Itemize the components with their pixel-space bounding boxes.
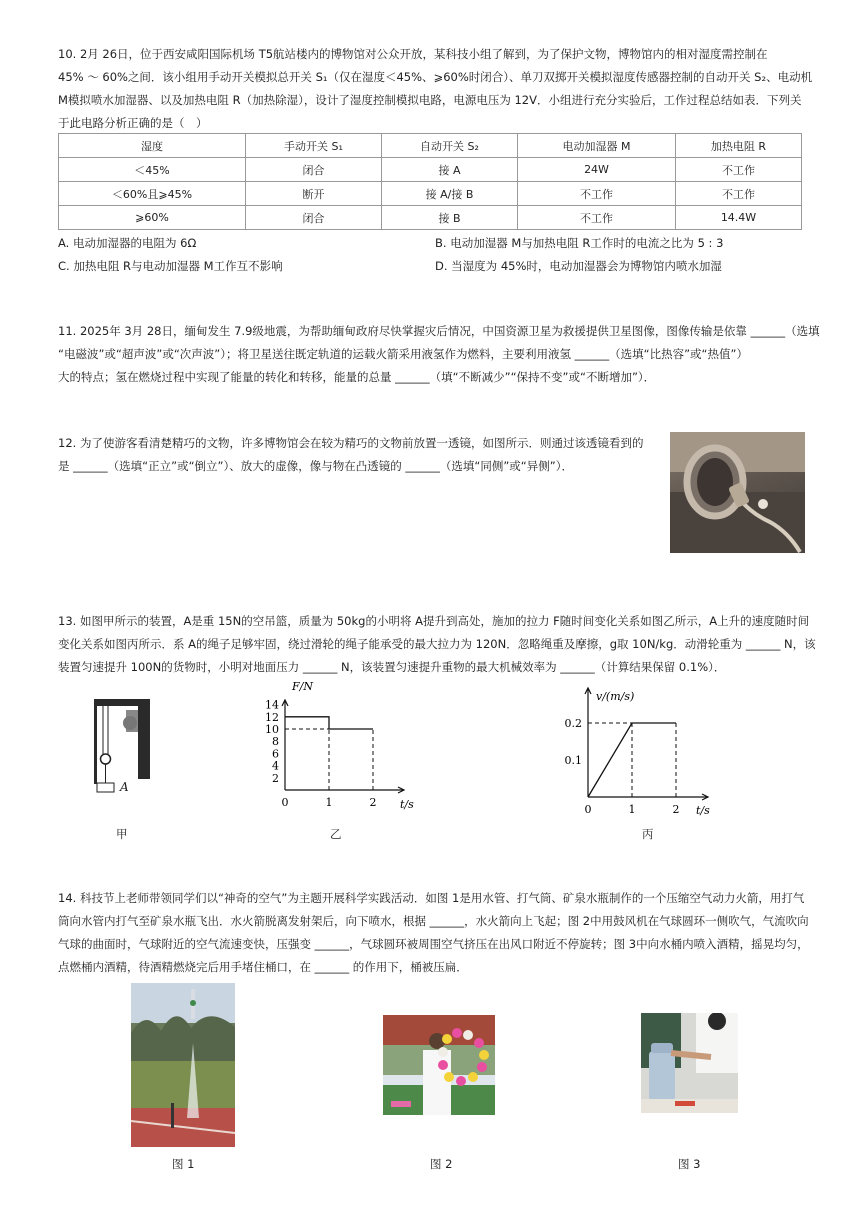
- y-tick-label: 8: [272, 735, 279, 749]
- chart-x-label: t/s: [696, 804, 710, 816]
- caption-jia: 甲: [116, 827, 128, 841]
- option-a[interactable]: A. 电动加湿器的电阻为 6Ω: [58, 236, 197, 250]
- table-cell: 24W: [518, 158, 676, 182]
- table-cell: 14.4W: [676, 206, 802, 230]
- x-tick-label: 0: [584, 803, 592, 816]
- x-tick-label: 2: [672, 803, 680, 816]
- label-a: A: [120, 780, 129, 794]
- table-header-row: [59, 134, 802, 158]
- water-bucket-photo: [641, 1013, 738, 1113]
- y-tick-label: 0.2: [564, 717, 582, 730]
- option-b[interactable]: B. 电动加湿器 M与加热电阻 R工作时的电流之比为 5 : 3: [435, 236, 724, 250]
- x-tick-label: 0: [281, 796, 289, 809]
- caption-yi: 乙: [330, 827, 342, 841]
- x-tick-label: 1: [628, 803, 636, 816]
- table-cell: 断开: [246, 182, 382, 206]
- q11-line-3: 大的特点；氢在燃烧过程中实现了能量的转化和转移，能量的总量 ______（填“不断减少”“保持不变”或“不断增加”）．: [58, 370, 656, 384]
- table-cell: 不工作: [518, 182, 676, 206]
- water-rocket-photo: [131, 983, 235, 1147]
- series-line: [285, 717, 373, 729]
- q13-line-2: 变化关系如图丙所示．系 A的绳子足够牢固，绕过滑轮的绳子能承受的最大拉力为 120N．忽略绳重及摩擦，g取 10N/kg．动滑轮重为 ______ N，该: [58, 637, 816, 651]
- table-cell: 接 A/接 B: [382, 182, 518, 206]
- q14-line-3: 气球的曲面时，气球附近的空气流速变快，压强变 ______，气球圆环被周围空气挤压在出风口附近不停旋转；图 3中向水桶内喷入酒精，摇晃均匀，: [58, 937, 809, 951]
- q13-line-3: 装置匀速提升 100N的货物时，小明对地面压力 ______ N，该装置匀速提升重物的最大机械效率为 ______（计算结果保留 0.1%）．: [58, 660, 726, 674]
- q10-line-2: 45% ～ 60%之间．该小组用手动开关模拟总开关 S₁（仅在湿度＜45%、⩾60%时闭合）、单刀双掷开关模拟湿度传感器控制的自动开关 S₂、电动机: [58, 70, 813, 84]
- table-row: [59, 182, 802, 206]
- q13-line-1: 13. 如图甲所示的装置，A是重 15N的空吊篮，质量为 50kg的小明将 A提升到高处，施加的拉力 F随时间变化关系如图乙所示，A上升的速度随时间: [58, 614, 810, 628]
- table-header-cell: 自动开关 S₂: [382, 134, 518, 158]
- chart-y-label: F/N: [292, 680, 313, 693]
- x-tick-label: 1: [325, 796, 333, 809]
- option-c[interactable]: C. 加热电阻 R与电动加湿器 M工作互不影响: [58, 259, 283, 273]
- table-cell: 闭合: [246, 206, 382, 230]
- caption-fig-1: 图 1: [172, 1157, 195, 1171]
- y-tick-label: 10: [265, 723, 279, 736]
- q10-line-3: M模拟喷水加湿器、以及加热电阻 R（加热除湿），设计了湿度控制模拟电路，电源电压为 12V．小组进行充分实验后，工作过程总结如表．下列关: [58, 93, 802, 107]
- balloon-ring-photo: [383, 1015, 495, 1115]
- table-cell: 不工作: [676, 158, 802, 182]
- table-cell: 不工作: [518, 206, 676, 230]
- table-header-cell: 湿度: [59, 134, 246, 158]
- q10-line-1: 10. 2月 26日，位于西安咸阳国际机场 T5航站楼内的博物馆对公众开放，某科技小组了解到，为了保护文物，博物馆内的相对湿度需控制在: [58, 47, 768, 61]
- table-header-cell: 手动开关 S₁: [246, 134, 382, 158]
- table-cell: 接 A: [382, 158, 518, 182]
- table-cell: 接 B: [382, 206, 518, 230]
- q14-line-1: 14. 科技节上老师带领同学们以“神奇的空气”为主题开展科学实践活动．如图 1是用水管、打气筒、矿泉水瓶制作的一个压缩空气动力火箭，用打气: [58, 891, 805, 905]
- table-cell: ⩾60%: [59, 206, 246, 230]
- q10-line-4: 于此电路分析正确的是（ ）: [58, 116, 208, 130]
- q12-line-1: 12. 为了使游客看清楚精巧的文物，许多博物馆会在较为精巧的文物前放置一透镜，如图所示．则通过该透镜看到的: [58, 436, 644, 450]
- q11-line-2: “电磁波”或“超声波”或“次声波”）；将卫星送往既定轨道的运载火箭采用液氢作为燃料，主要利用液氢 ______（选填“比热容”或“热值”）: [58, 347, 748, 361]
- table-cell: ＜45%: [59, 158, 246, 182]
- y-tick-label: 4: [272, 759, 279, 773]
- chart-y-label: v/(m/s): [596, 690, 635, 703]
- table-cell: ＜60%且⩾45%: [59, 182, 246, 206]
- table-row: [59, 158, 802, 182]
- caption-fig-3: 图 3: [678, 1157, 701, 1171]
- y-tick-label: 6: [272, 747, 279, 761]
- y-tick-label: 14: [265, 698, 279, 712]
- table-header-cell: 加热电阻 R: [676, 134, 802, 158]
- table-cell: 闭合: [246, 158, 382, 182]
- q14-line-2: 筒向水管内打气至矿泉水瓶飞出．水火箭脱离发射架后，向下喷水，根据 ______，水火箭向上飞起；图 2中用鼓风机在气球圆环一侧吹气，气流吹向: [58, 914, 809, 928]
- caption-bing: 丙: [642, 827, 654, 841]
- velocity-time-chart: [560, 684, 720, 816]
- table-header-cell: 电动加湿器 M: [518, 134, 676, 158]
- option-d[interactable]: D. 当湿度为 45%时，电动加湿器会为博物馆内喷水加湿: [435, 259, 722, 273]
- y-tick-label: 2: [272, 771, 279, 785]
- chart-x-label: t/s: [400, 798, 414, 811]
- q11-line-1: 11. 2025年 3月 28日，缅甸发生 7.9级地震，为帮助缅甸政府尽快掌握灾后情况，中国资源卫星为救援提供卫星图像，图像传输是依靠 ______（选填: [58, 324, 820, 338]
- table-cell: 不工作: [676, 182, 802, 206]
- x-tick-label: 2: [369, 796, 377, 809]
- q12-line-2: 是 ______（选填“正立”或“倒立”）、放大的虚像，像与物在凸透镜的 ______（选填“同侧”或“异侧”）．: [58, 459, 573, 473]
- magnifier-photo: [670, 432, 805, 553]
- y-tick-label: 12: [265, 710, 279, 724]
- y-tick-label: 0.1: [564, 754, 582, 767]
- table-row: [59, 206, 802, 230]
- q14-line-4: 点燃桶内酒精，待酒精燃烧完后用手堵住桶口，在 ______ 的作用下，桶被压扁．: [58, 960, 468, 974]
- caption-fig-2: 图 2: [430, 1157, 453, 1171]
- force-time-chart: [262, 678, 422, 813]
- humidity-table: [58, 133, 802, 230]
